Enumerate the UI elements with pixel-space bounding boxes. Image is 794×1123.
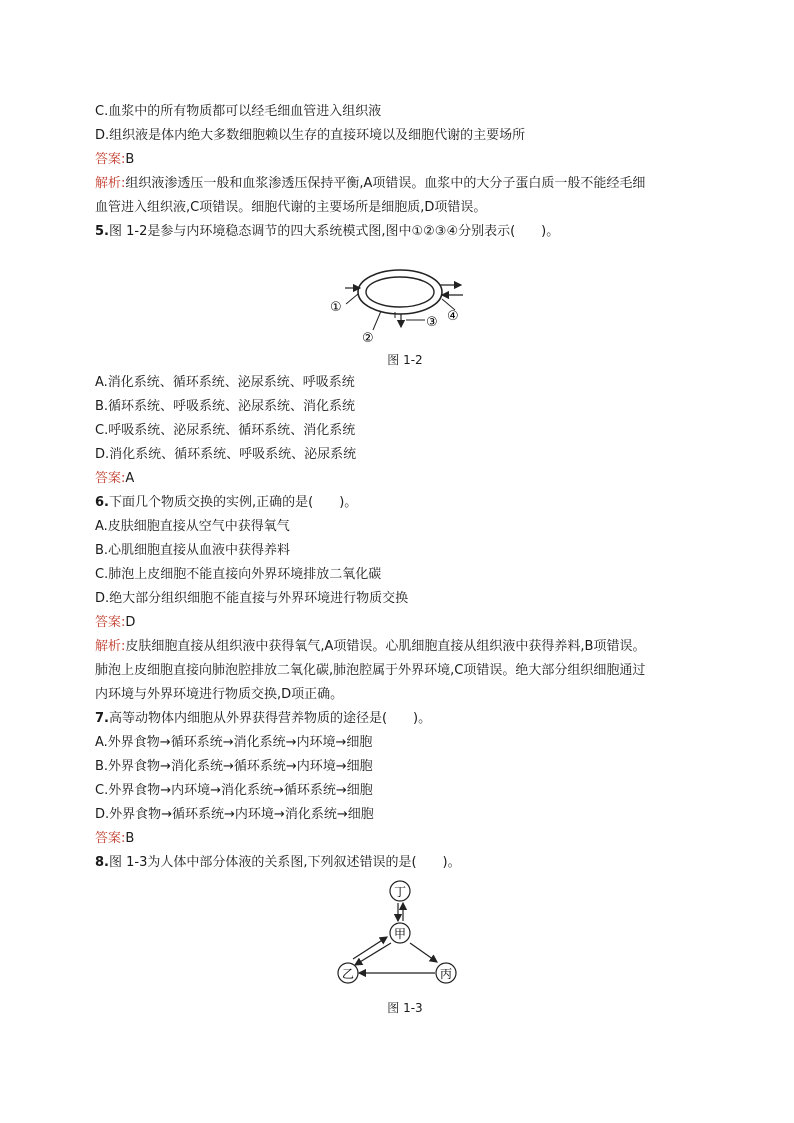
q5-stem bbox=[95, 220, 715, 244]
question-number: 6. bbox=[95, 495, 109, 510]
label-3: ③ bbox=[426, 315, 438, 330]
question-number: 7. bbox=[95, 711, 109, 726]
label-1: ① bbox=[330, 300, 342, 315]
label-4: ④ bbox=[447, 309, 459, 324]
q5-answer bbox=[95, 467, 715, 491]
node-bing-label: 丙 bbox=[439, 967, 453, 981]
question-stem: 高等动物体内细胞从外界获得营养物质的途径是( )。 bbox=[108, 711, 432, 726]
question-page bbox=[95, 100, 715, 1019]
figure-1-2 bbox=[95, 244, 715, 349]
q4-analysis-line-1 bbox=[95, 172, 715, 196]
q7-option-b: B.外界食物→消化系统→循环系统→内环境→细胞 bbox=[95, 759, 373, 774]
answer-label: 答案: bbox=[95, 471, 126, 486]
question-number: 8. bbox=[95, 855, 109, 870]
answer-value: B bbox=[125, 831, 135, 846]
node-yi-label: 乙 bbox=[341, 967, 355, 981]
analysis-label: 解析: bbox=[95, 639, 126, 654]
q6-option-c: C.肺泡上皮细胞不能直接向外界环境排放二氧化碳 bbox=[95, 567, 382, 582]
q7-stem bbox=[95, 707, 715, 731]
q7-option-d: D.外界食物→循环系统→内环境→消化系统→细胞 bbox=[95, 807, 374, 822]
q6-option-b: B.心肌细胞直接从血液中获得养料 bbox=[95, 543, 291, 558]
answer-label: 答案: bbox=[95, 615, 126, 630]
q8-stem bbox=[95, 851, 715, 875]
analysis-text: 组织液渗透压一般和血浆渗透压保持平衡,A项错误。血浆中的大分子蛋白质一般不能经毛细 bbox=[125, 176, 646, 191]
q4-option-c: C.血浆中的所有物质都可以经毛细血管进入组织液 bbox=[95, 104, 382, 119]
figure-1-3 bbox=[95, 879, 715, 997]
question-number: 5. bbox=[95, 224, 109, 239]
analysis-text: 皮肤细胞直接从组织液中获得氧气,A项错误。心肌细胞直接从组织液中获得养料,B项错误。 bbox=[125, 639, 646, 654]
q5-option-d: D.消化系统、循环系统、呼吸系统、泌尿系统 bbox=[95, 447, 357, 462]
q6-analysis-line-3: 内环境与外界环境进行物质交换,D项正确。 bbox=[95, 687, 344, 702]
figure-1-3-caption: 图 1-3 bbox=[387, 1001, 423, 1015]
answer-label: 答案: bbox=[95, 152, 126, 167]
body-fluid-diagram bbox=[95, 879, 715, 997]
answer-value: A bbox=[125, 471, 135, 486]
inner-ring bbox=[366, 277, 434, 307]
figure-1-2-caption: 图 1-2 bbox=[387, 353, 423, 367]
question-stem: 下面几个物质交换的实例,正确的是( )。 bbox=[108, 495, 358, 510]
answer-label: 答案: bbox=[95, 831, 126, 846]
q6-analysis-line-2: 肺泡上皮细胞直接向肺泡腔排放二氧化碳,肺泡腔属于外界环境,C项错误。绝大部分组织细胞通过 bbox=[95, 663, 646, 678]
q6-answer bbox=[95, 611, 715, 635]
leader-1 bbox=[346, 294, 358, 304]
question-stem: 图 1-2是参与内环境稳态调节的四大系统模式图,图中①②③④分别表示( )。 bbox=[108, 224, 560, 239]
leader-2 bbox=[373, 311, 381, 330]
node-jia-label: 甲 bbox=[393, 927, 407, 941]
answer-value: B bbox=[125, 152, 135, 167]
node-ding-label: 丁 bbox=[393, 885, 407, 899]
q7-option-c: C.外界食物→内环境→消化系统→循环系统→细胞 bbox=[95, 783, 373, 798]
four-systems-diagram bbox=[95, 244, 715, 349]
analysis-label: 解析: bbox=[95, 176, 126, 191]
answer-value: D bbox=[125, 615, 136, 630]
q6-option-d: D.绝大部分组织细胞不能直接与外界环境进行物质交换 bbox=[95, 591, 409, 606]
q6-option-a: A.皮肤细胞直接从空气中获得氧气 bbox=[95, 519, 290, 534]
question-stem: 图 1-3为人体中部分体液的关系图,下列叙述错误的是( )。 bbox=[108, 855, 461, 870]
q4-option-d: D.组织液是体内绝大多数细胞赖以生存的直接环境以及细胞代谢的主要场所 bbox=[95, 128, 526, 143]
arrow-jia-to-bing bbox=[410, 943, 437, 962]
q5-option-b: B.循环系统、呼吸系统、泌尿系统、消化系统 bbox=[95, 399, 356, 414]
q7-option-a: A.外界食物→循环系统→消化系统→内环境→细胞 bbox=[95, 735, 373, 750]
q6-stem bbox=[95, 491, 715, 515]
q6-analysis-line-1 bbox=[95, 635, 715, 659]
q4-analysis-line-2: 血管进入组织液,C项错误。细胞代谢的主要场所是细胞质,D项错误。 bbox=[95, 200, 487, 215]
q7-answer bbox=[95, 827, 715, 851]
q5-option-c: C.呼吸系统、泌尿系统、循环系统、消化系统 bbox=[95, 423, 356, 438]
label-2: ② bbox=[362, 331, 374, 346]
q5-option-a: A.消化系统、循环系统、泌尿系统、呼吸系统 bbox=[95, 375, 355, 390]
q4-answer bbox=[95, 148, 715, 172]
